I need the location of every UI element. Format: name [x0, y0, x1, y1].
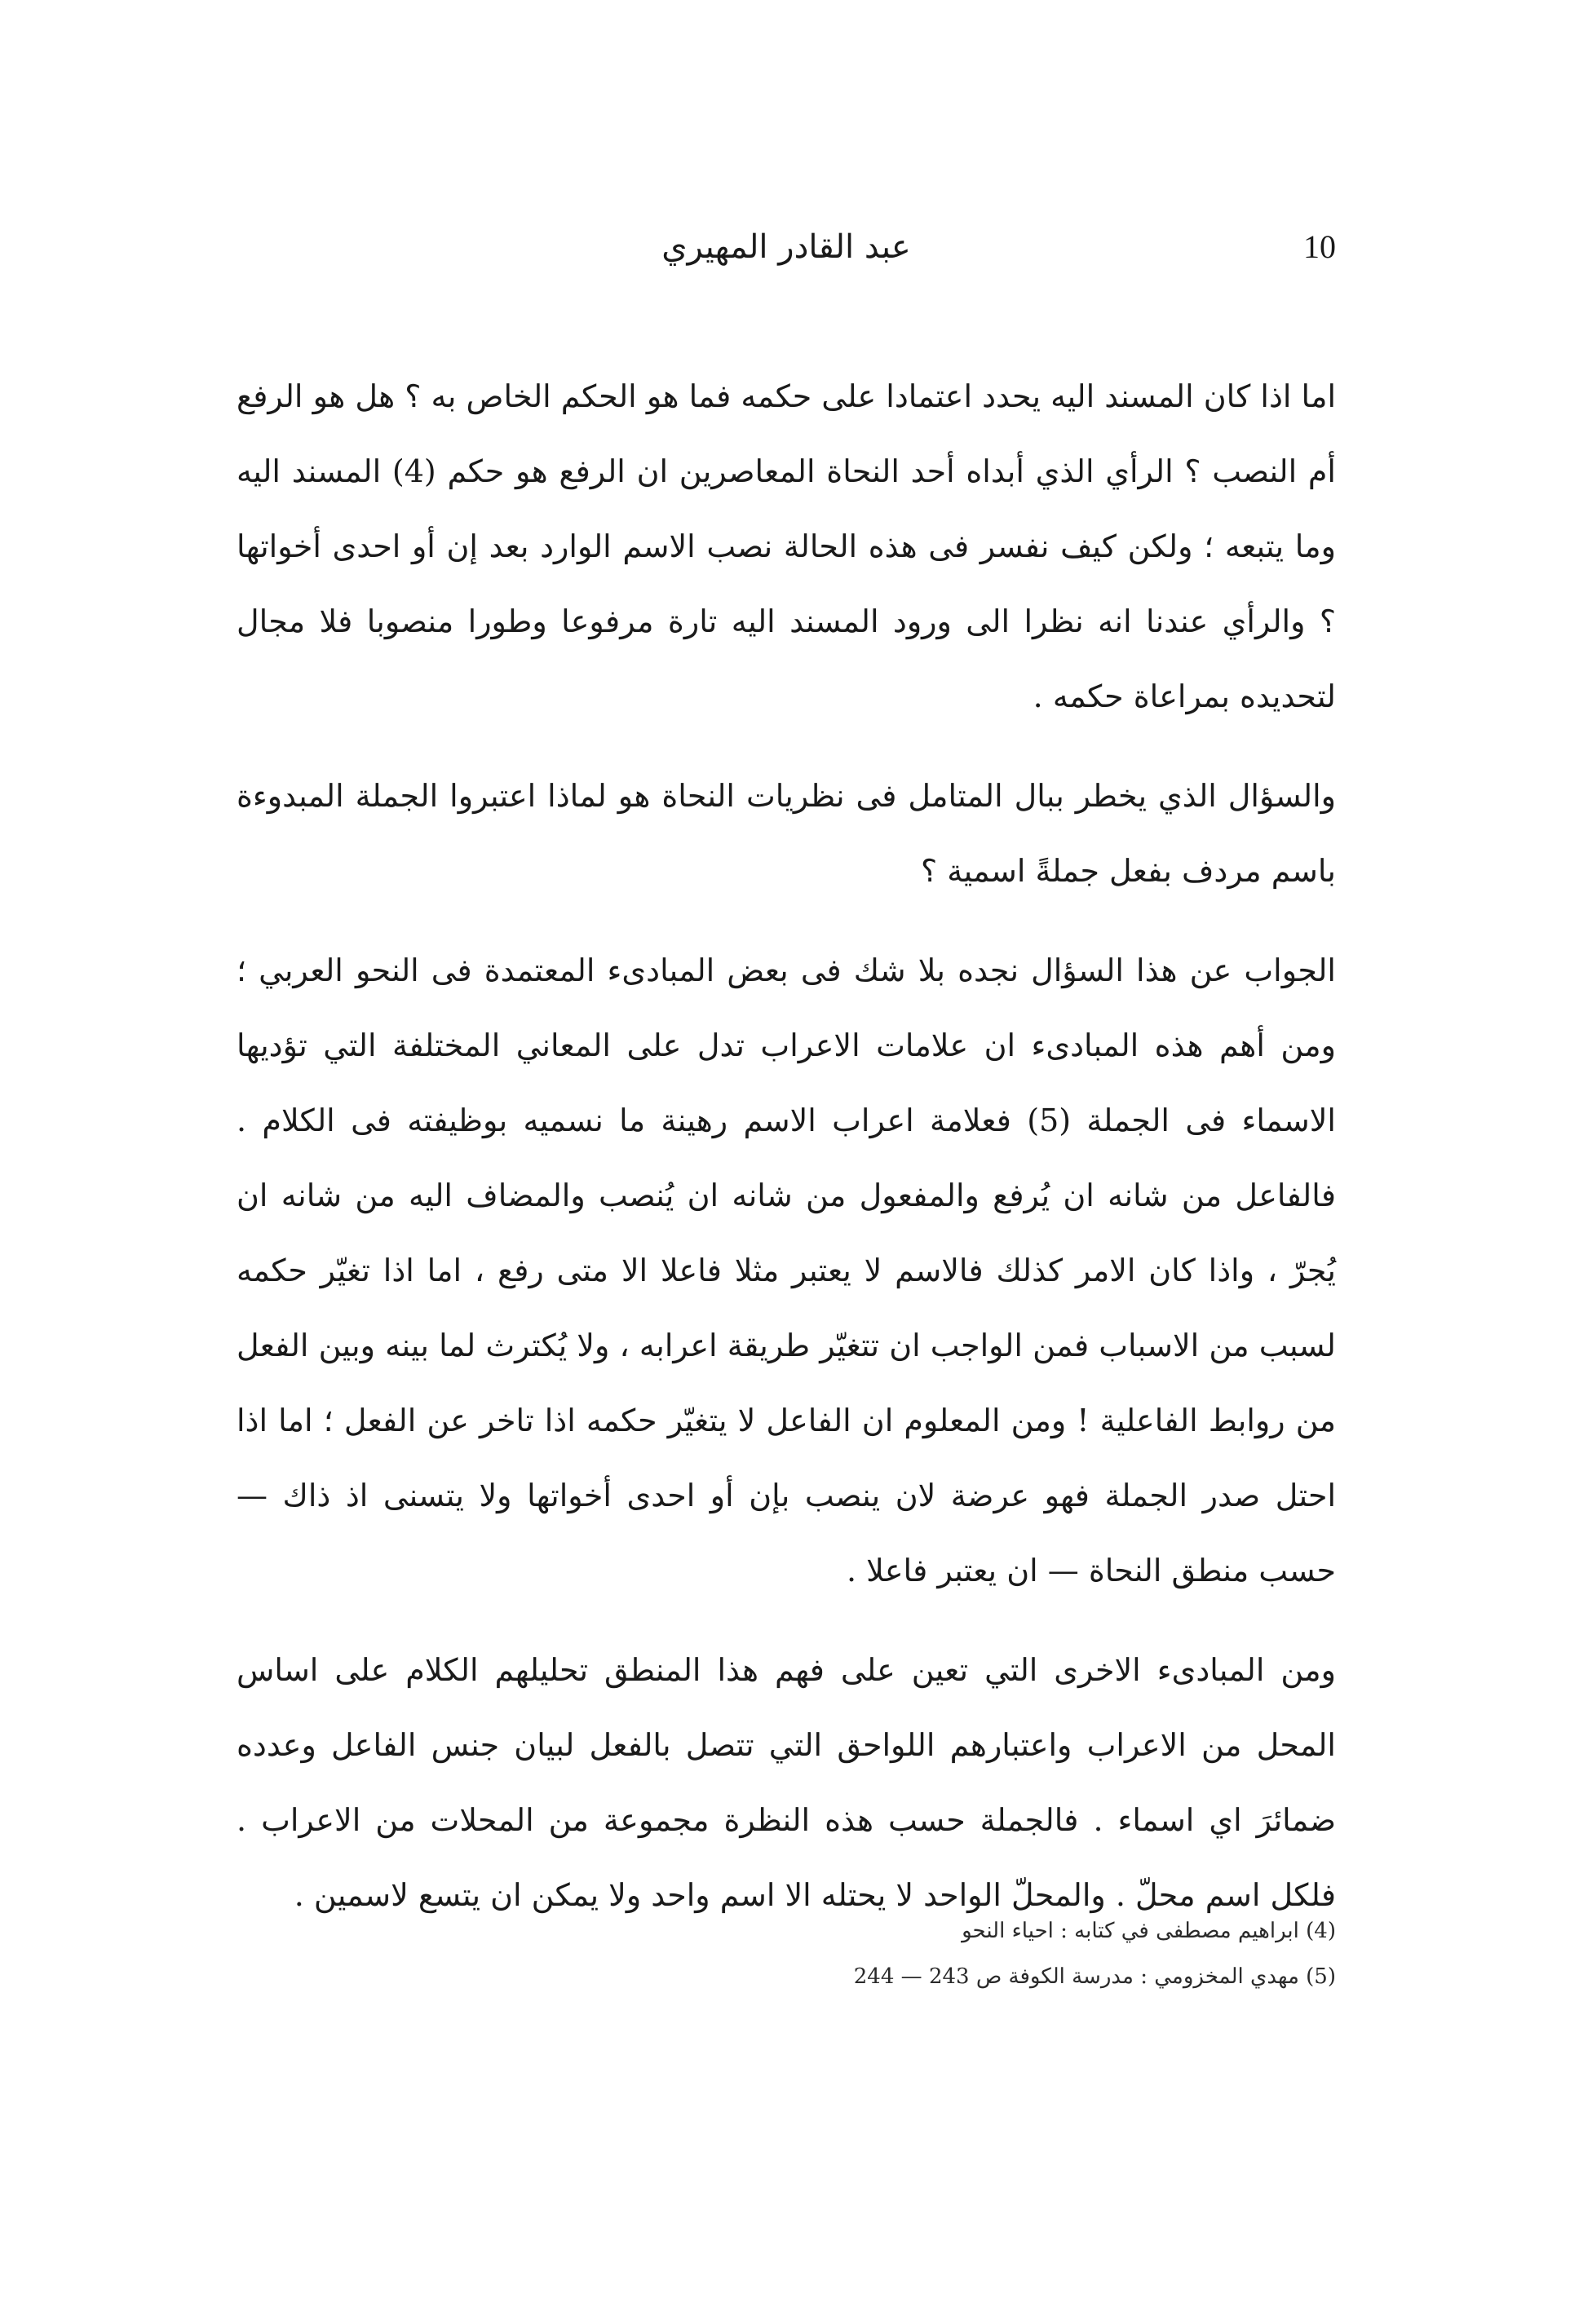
paragraph-4: ومن المبادىء الاخرى التي تعين على فهم هذا المنطق تحليلهم الكلام على اساس المحل من الاعراب واعتبارهم اللواحق التي تتصل بالفعل لبيان جنس الفاعل وعدده ضمائرَ اي اسماء . فالجملة حسب هذه النظرة مجموعة من المحلات من الاعراب . فلكل اسم محلّ . والمحلّ الواحد لا يحتله الا اسم واحد ولا يمكن ان يتسع لاسمين .	[237, 1652, 1336, 1913]
page-number: 10	[1303, 228, 1336, 265]
paragraph-2: والسؤال الذي يخطر ببال المتامل فى نظريات النحاة هو لماذا اعتبروا الجملة المبدوءة باسم مردف بفعل جملةً اسمية ؟	[237, 778, 1336, 889]
paragraph-1: اما اذا كان المسند اليه يحدد اعتمادا على حكمه فما هو الحكم الخاص به ؟ هل هو الرفع أم النصب ؟ الرأي الذي أبداه أحد النحاة المعاصرين ان الرفع هو حكم (4) المسند اليه وما يتبعه ؛ ولكن كيف نفسر فى هذه الحالة نصب الاسم الوارد بعد إن أو احدى أخواتها ؟ والرأي عندنا انه نظرا الى ورود المسند اليه تارة مرفوعا وطورا منصوبا فلا مجال لتحديده بمراعاة حكمه .	[237, 378, 1336, 714]
footnote-4: (4) ابراهيم مصطفى في كتابه : احياء النحو	[962, 1919, 1336, 1943]
running-title: عبد القادر المهيري	[661, 228, 911, 266]
page-header	[237, 219, 1336, 276]
footnote-5: (5) مهدي المخزومي : مدرسة الكوفة ص 243 — 244	[853, 1964, 1336, 1989]
footnotes	[683, 1908, 1336, 1999]
body-text	[237, 359, 1336, 1957]
paragraph-3: الجواب عن هذا السؤال نجده بلا شك فى بعض المبادىء المعتمدة فى النحو العربي ؛ ومن أهم هذه المبادىء ان علامات الاعراب تدل على المعاني المختلفة التي تؤديها الاسماء فى الجملة (5) فعلامة اعراب الاسم رهينة ما نسميه بوظيفته فى الكلام . فالفاعل من شانه ان يُرفع والمفعول من شانه ان يُنصب والمضاف اليه من شانه ان يُجرّ ، واذا كان الامر كذلك فالاسم لا يعتبر مثلا فاعلا الا متى رفع ، اما اذا تغيّر حكمه لسبب من الاسباب فمن الواجب ان تتغيّر طريقة اعرابه ، ولا يُكترث لما بينه وبين الفعل من روابط الفاعلية ! ومن المعلوم ان الفاعل لا يتغيّر حكمه اذا تاخر عن الفعل ؛ اما اذا احتل صدر الجملة فهو عرضة لان ينصب بإن أو احدى أخواتها ولا يتسنى اذ ذاك — حسب منطق النحاة — ان يعتبر فاعلا .	[237, 952, 1336, 1588]
